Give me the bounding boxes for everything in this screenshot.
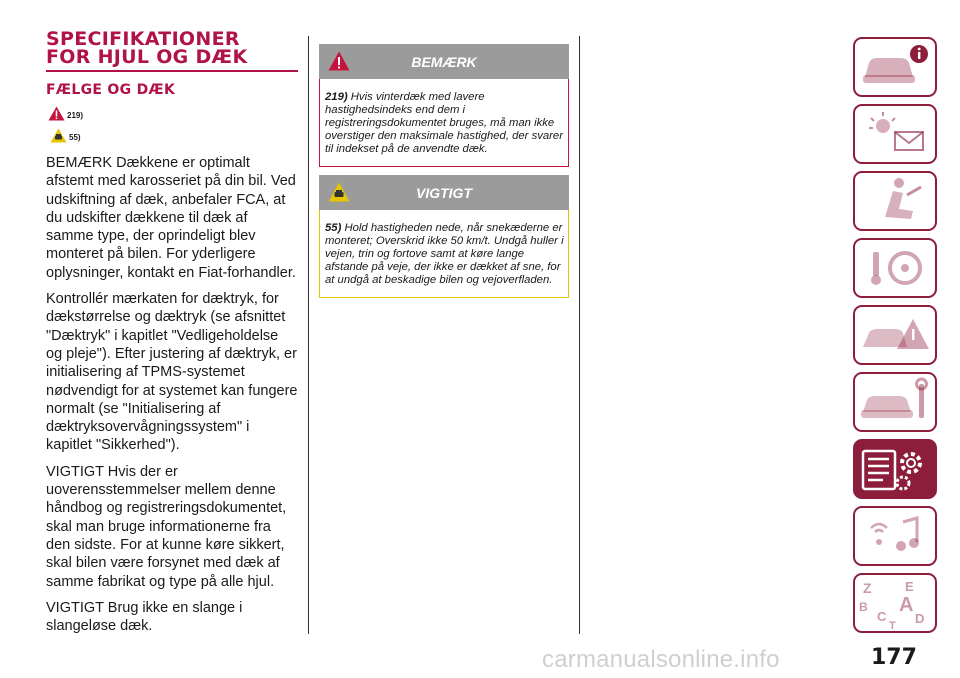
important-header: [319, 175, 569, 210]
tab-safety[interactable]: [853, 171, 937, 231]
important-ref-number: 55): [69, 132, 81, 142]
paragraph-important-2: VIGTIGT Brug ikke en slange i slangeløse dæk.: [46, 599, 243, 635]
notice-text: Hvis vinterdæk med lavere hastighedsindeks end dem i registreringsdokumentet bruges, må man ikke overstiger den maksimale hastighed, der svarer til indekset på de anvendte dæk.: [325, 91, 563, 155]
important-box: [319, 210, 569, 298]
tab-index[interactable]: [853, 573, 937, 633]
title-underline: [46, 70, 298, 72]
tab-car-info[interactable]: [853, 37, 937, 97]
index-letter-b: B: [859, 600, 868, 614]
dashboard-lights-icon: [855, 106, 935, 162]
specs-gear-icon: [855, 441, 935, 497]
car-info-icon: [855, 39, 935, 95]
red-warning-icon: [48, 106, 65, 121]
section-subtitle: FÆLGE OG DÆK: [46, 82, 176, 98]
notice-ref-number: 219): [67, 110, 84, 120]
index-letters-icon: [855, 575, 935, 631]
tab-maintenance[interactable]: [853, 372, 937, 432]
paragraph-note: BEMÆRK Dækkene er optimalt afstemt med karosseriet på din bil. Ved udskiftning af dæk, anbefaler FCA, at du udskifter dækkene til dæk af samme type, der oprindeligt blev monteret på bilen. For yderligere oplysninger, kontakt en Fiat-forhandler.: [46, 155, 296, 281]
car-warning-icon: [855, 307, 935, 363]
important-number: 55): [325, 222, 342, 234]
title-line-1: SPECIFIKATIONER: [46, 28, 240, 50]
tab-dashboard[interactable]: [853, 104, 937, 164]
index-letter-e: E: [905, 579, 914, 594]
tab-multimedia[interactable]: [853, 506, 937, 566]
car-wrench-icon: [855, 374, 935, 430]
important-text: Hold hastigheden nede, når snekæderne er monteret; Overskrid ikke 50 km/t. Undgå huller i vejen, trin og fortove samt at køre lange afstande på veje, der ikke er dækket af sne, for at undgå at beskadige bilen og vejoverfladen.: [325, 222, 564, 286]
important-ref[interactable]: [50, 126, 298, 144]
yellow-caution-car-icon: [50, 128, 67, 143]
index-letter-t: T: [889, 620, 896, 631]
title-line-2: FOR HJUL OG DÆK: [46, 46, 248, 68]
middle-column: [319, 44, 569, 306]
tab-emergency[interactable]: [853, 305, 937, 365]
column-divider-right: [579, 36, 580, 634]
seat-airbag-icon: [855, 173, 935, 229]
paragraph-important-1: VIGTIGT Hvis der er uoverensstemmelser mellem denne håndbog og registreringsdokumentet, skal man bruge informationerne fra den sidste. For at kunne køre sikkert, skal bilen være forsynet med dæk af samme fabrikat og type på alle hjul.: [46, 463, 287, 590]
notice-heading: BEMÆRK: [411, 54, 477, 70]
multimedia-icon: [855, 508, 935, 564]
notice-ref[interactable]: [48, 104, 298, 122]
column-divider-left: [308, 36, 309, 634]
page-title: [46, 30, 298, 66]
left-column: [46, 30, 298, 635]
index-letter-c: C: [877, 609, 887, 624]
notice-box: [319, 79, 569, 167]
watermark: carmanualsonline.info: [542, 646, 780, 673]
index-letter-a: A: [899, 594, 914, 616]
index-letter-d: D: [915, 611, 925, 626]
important-heading: VIGTIGT: [416, 185, 472, 201]
chapter-tabs: [853, 37, 937, 640]
index-letter-z: Z: [863, 580, 872, 596]
tab-start-drive[interactable]: [853, 238, 937, 298]
notice-number: 219): [325, 91, 348, 103]
notice-header: [319, 44, 569, 79]
tab-specifications[interactable]: [853, 439, 937, 499]
paragraph-tire-pressure: Kontrollér mærkaten for dæktryk, for dækstørrelse og dæktryk (se afsnittet "Dæktryk" i kapitlet "Vedligeholdelse og pleje"). Efter justering af dæktryk, er initialisering af TPMS-systemet nødvendigt for at systemet kan fungere normalt (se "Initialisering af dæktryksovervågningssystem" i kapitlet "Sikkerhed").: [46, 291, 298, 454]
page-number: 177: [871, 645, 917, 670]
key-steering-wheel-icon: [855, 240, 935, 296]
